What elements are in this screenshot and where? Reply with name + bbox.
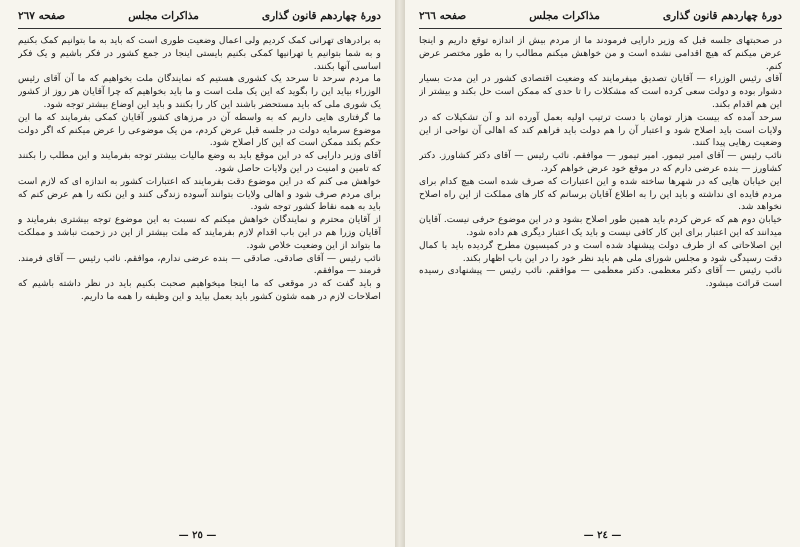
paragraph: خواهش می کنم که در این موضوع دقت بفرمایند که اعتبارات کشور به اندازه ای که لازم است برای مردم صرف شود و اهالی ولایات بتوانند آسوده زندگی کنند و این نکته را هم عرض کنم که باید به همه نقاط کشور توجه شود. bbox=[18, 175, 381, 213]
left-folio: — ٢٥ — bbox=[178, 530, 217, 541]
left-page-body bbox=[18, 35, 381, 523]
right-page-header bbox=[419, 10, 782, 29]
paragraph: خیابان دوم هم که عرض کردم باید همین طور اصلاح بشود و در این موضوع حرفی نیست. آقایان میدانند که این اعتبار برای این کار کافی نیست و باید یک اعتبار دیگری هم داده شود. bbox=[419, 214, 782, 238]
paragraph: و باید گفت که در موقعی که ما اینجا میخواهیم صحبت بکنیم باید در نظر داشته باشیم که اصلاحات لازم در همه شئون کشور باید بعمل بیاید و این وظیفه را همه ما داریم. bbox=[18, 278, 381, 302]
right-header-session: دورهٔ چهاردهم قانون گذاری bbox=[662, 10, 782, 22]
paragraph: نائب رئیس — آقای امیر تیمور. امیر تیمور — موافقم. نائب رئیس — آقای دکتر کشاورز. دکتر کشاورز — بنده عرضی دارم که در موقع خود عرض خواهم کرد. bbox=[419, 150, 782, 174]
left-header-session: دورهٔ چهاردهم قانون گذاری bbox=[261, 10, 381, 22]
paragraph: ما مردم سرحد تا سرحد یک کشوری هستیم که نمایندگان ملت بخواهیم که ما آن آقای رئیس الوزراء بیاید این را بگوید که این یک ملت است و ما باید بخواهیم که چرا آقایان هر روز از کشور یک شوری ملی که باید مستحضر باشند این کار را بکنند و باید این اوضاع بیشتر توجه شود. bbox=[18, 73, 381, 110]
paragraph: به برادرهای تهرانی کمک کردیم ولی اعمال وضعیت طوری است که باید به ما بتوانیم کمک بکنیم و به شما بتوانیم یا تهرانیها کمکی بکنیم بایستی اینجا در جمع کشور در فکر باشیم و یک فکر اساسی آنها بکنند. bbox=[18, 35, 381, 72]
paragraph: نائب رئیس — آقای دکتر معظمی. دکتر معظمی — موافقم. نائب رئیس — پیشنهادی رسیده است قرائت میشود. bbox=[419, 265, 782, 290]
left-header-title: مذاکرات مجلس bbox=[128, 10, 199, 22]
paragraph: آقای وزیر دارایی که در این موقع باید به وضع مالیات بیشتر توجه بفرمایند و این مطلب را بکنند که تامین و امنیت در این ولایات حاصل شود. bbox=[18, 150, 381, 174]
book-gutter bbox=[395, 0, 405, 547]
paragraph: در صحبتهای جلسه قبل که وزیر دارایی فرمودند ما از مردم بیش از اندازه توقع داریم و اینجا عرض میکنم که هیچ اقدامی نشده است و من خواهش میکنم مطالب را به طور مختصر عرض کنم. bbox=[419, 35, 782, 72]
paragraph: سرحد آمده که بیست هزار تومان با دست ترتیب اولیه بعمل آورده اند و آن تشکیلات که در ولایات است باید اصلاح شود و اعتبار آن را هم دولت باید فراهم کند که اهالی آن نواحی از این وضعیت رهایی پیدا کنند. bbox=[419, 111, 782, 149]
right-page-body bbox=[419, 35, 782, 523]
paragraph: از آقایان محترم و نمایندگان خواهش میکنم که نسبت به این موضوع توجه بیشتری بفرمایند و آقایان وزرا هم در این باب اقدام لازم بفرمایند که ملت بیشتر از این در زحمت نباشد و مملکت ما بتواند از این وضعیت خلاص شود. bbox=[18, 214, 381, 251]
right-folio: — ٢٤ — bbox=[583, 530, 622, 541]
paragraph: نائب رئیس — آقای صادقی. صادقی — بنده عرضی ندارم، موافقم. نائب رئیس — آقای فرمند. فرمند — موافقم. bbox=[18, 252, 381, 277]
left-page-header bbox=[18, 10, 381, 29]
paragraph: این اصلاحاتی که از طرف دولت پیشنهاد شده است و در کمیسیون مطرح گردیده باید با کمال دقت رسیدگی شود و مجلس شورای ملی هم باید نظر خود را در این باب اظهار بکند. bbox=[419, 239, 782, 264]
paragraph: این خیابان هایی که در شهرها ساخته شده و این اعتبارات که صرف شده است هیچ کدام برای مردم فایده ای نداشته و باید این را به اطلاع آقایان برسانم که کار های مملکت از این راه اصلاح نخواهد شد. bbox=[419, 175, 782, 213]
left-page bbox=[0, 0, 395, 547]
paragraph: آقای رئیس الوزراء — آقایان تصدیق میفرمایند که وضعیت اقتصادی کشور در این مدت بسیار دشوار بوده و دولت سعی کرده است که مشکلات را تا حدی که ممکن است حل بکند و بیشتر از این هم اقدام بکند. bbox=[419, 73, 782, 110]
paragraph: ما گرفتاری هایی داریم که به واسطه آن در مرزهای کشور آقایان کمکی بفرمایند که ما این موضوع سرمایه دولت در جلسه قبل عرض کردم، من یک موضوعی را عرض میکنم که اگر دولت حکم بکند ممکن است که این کار اصلاح شود. bbox=[18, 111, 381, 149]
right-header-page-number: صفحه ٢٦٦ bbox=[419, 10, 467, 22]
left-header-page-number: صفحه ٢٦٧ bbox=[18, 10, 66, 22]
right-page bbox=[405, 0, 800, 547]
right-header-title: مذاکرات مجلس bbox=[529, 10, 600, 22]
